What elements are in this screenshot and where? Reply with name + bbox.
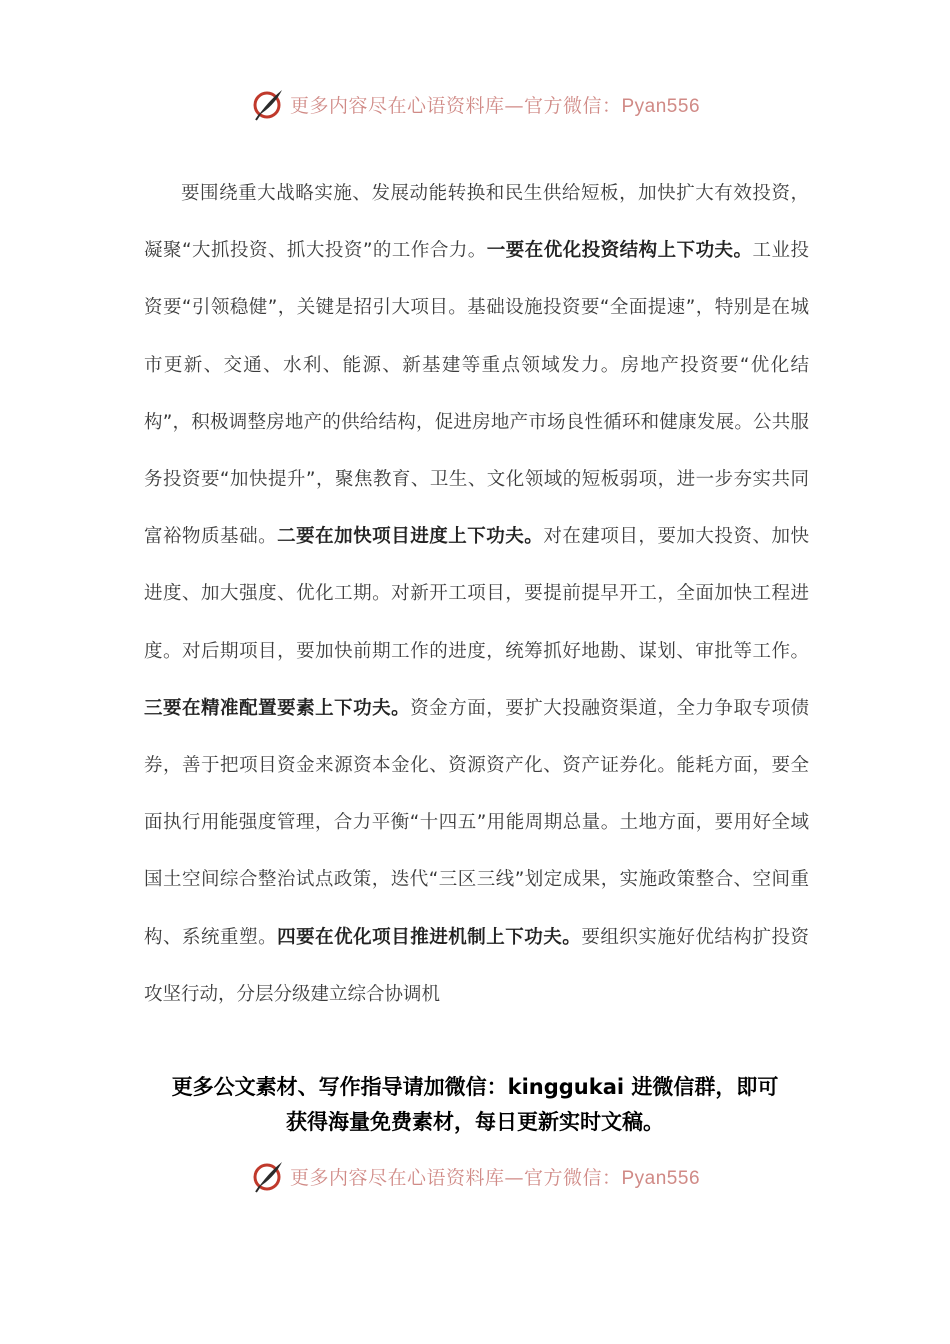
footer-promo: [130, 1070, 820, 1140]
bold-heading-4: 四要在优化项目推进机制上下功夫。: [277, 926, 582, 948]
footer-banner: [0, 1156, 950, 1196]
text-segment: 对在建项目，要加大投资、加快进度、加大强度、优化工期。对新开工项目，要提前提早开工，全面加快工程进度。对后期项目，要加快前期工作的进度，统筹抓好地勘、谋划、审批等工作。: [144, 526, 809, 662]
bold-heading-3: 三要在精准配置要素上下功夫。: [144, 697, 411, 719]
quill-logo-icon: [250, 86, 286, 122]
banner-wechat-id: Pyan556: [621, 95, 701, 117]
article-paragraph: [144, 165, 809, 1023]
banner-wechat-id: Pyan556: [621, 1167, 701, 1189]
text-segment: 要围绕重大战略实施、发展动能转换和民生供给短板，加快扩大有效投资，凝聚“大抓投资、抓大投资”的工作合力。: [144, 183, 809, 262]
quill-logo-icon: [250, 1158, 286, 1194]
header-banner: [0, 84, 950, 124]
banner-text: [290, 91, 700, 118]
footer-line-2: 获得海量免费素材，每日更新实时文稿。: [286, 1110, 664, 1134]
footer-line-1: 更多公文素材、写作指导请加微信：kinggukai 进微信群，即可: [171, 1075, 779, 1099]
text-segment: 工业投资要“引领稳健”，关键是招引大项目。基础设施投资要“全面提速”，特别是在城市更新、交通、水利、能源、新基建等重点领域发力。房地产投资要“优化结构”，积极调整房地产的供给结构，促进房地产市场良性循环和健康发展。公共服务投资要“加快提升”，聚焦教育、卫生、文化领域的短板弱项，进一步夯实共同富裕物质基础。: [144, 240, 809, 548]
banner-text: [290, 1163, 700, 1190]
banner-label: 更多内容尽在心语资料库—官方微信：: [289, 94, 622, 117]
banner-label: 更多内容尽在心语资料库—官方微信：: [289, 1166, 622, 1189]
text-segment: 要组织实施好优结构扩投资攻坚行动，分层分级建立综合协调机: [144, 926, 809, 1005]
bold-heading-1: 一要在优化投资结构上下功夫。: [486, 240, 753, 262]
bold-heading-2: 二要在加快项目进度上下功夫。: [277, 526, 544, 548]
text-segment: 资金方面，要扩大投融资渠道，全力争取专项债券，善于把项目资金来源资本金化、资源资产化、资产证券化。能耗方面，要全面执行用能强度管理，合力平衡“十四五”用能周期总量。土地方面，要用好全域国土空间综合整治试点政策，迭代“三区三线”划定成果，实施政策整合、空间重构、系统重塑。: [144, 697, 809, 948]
